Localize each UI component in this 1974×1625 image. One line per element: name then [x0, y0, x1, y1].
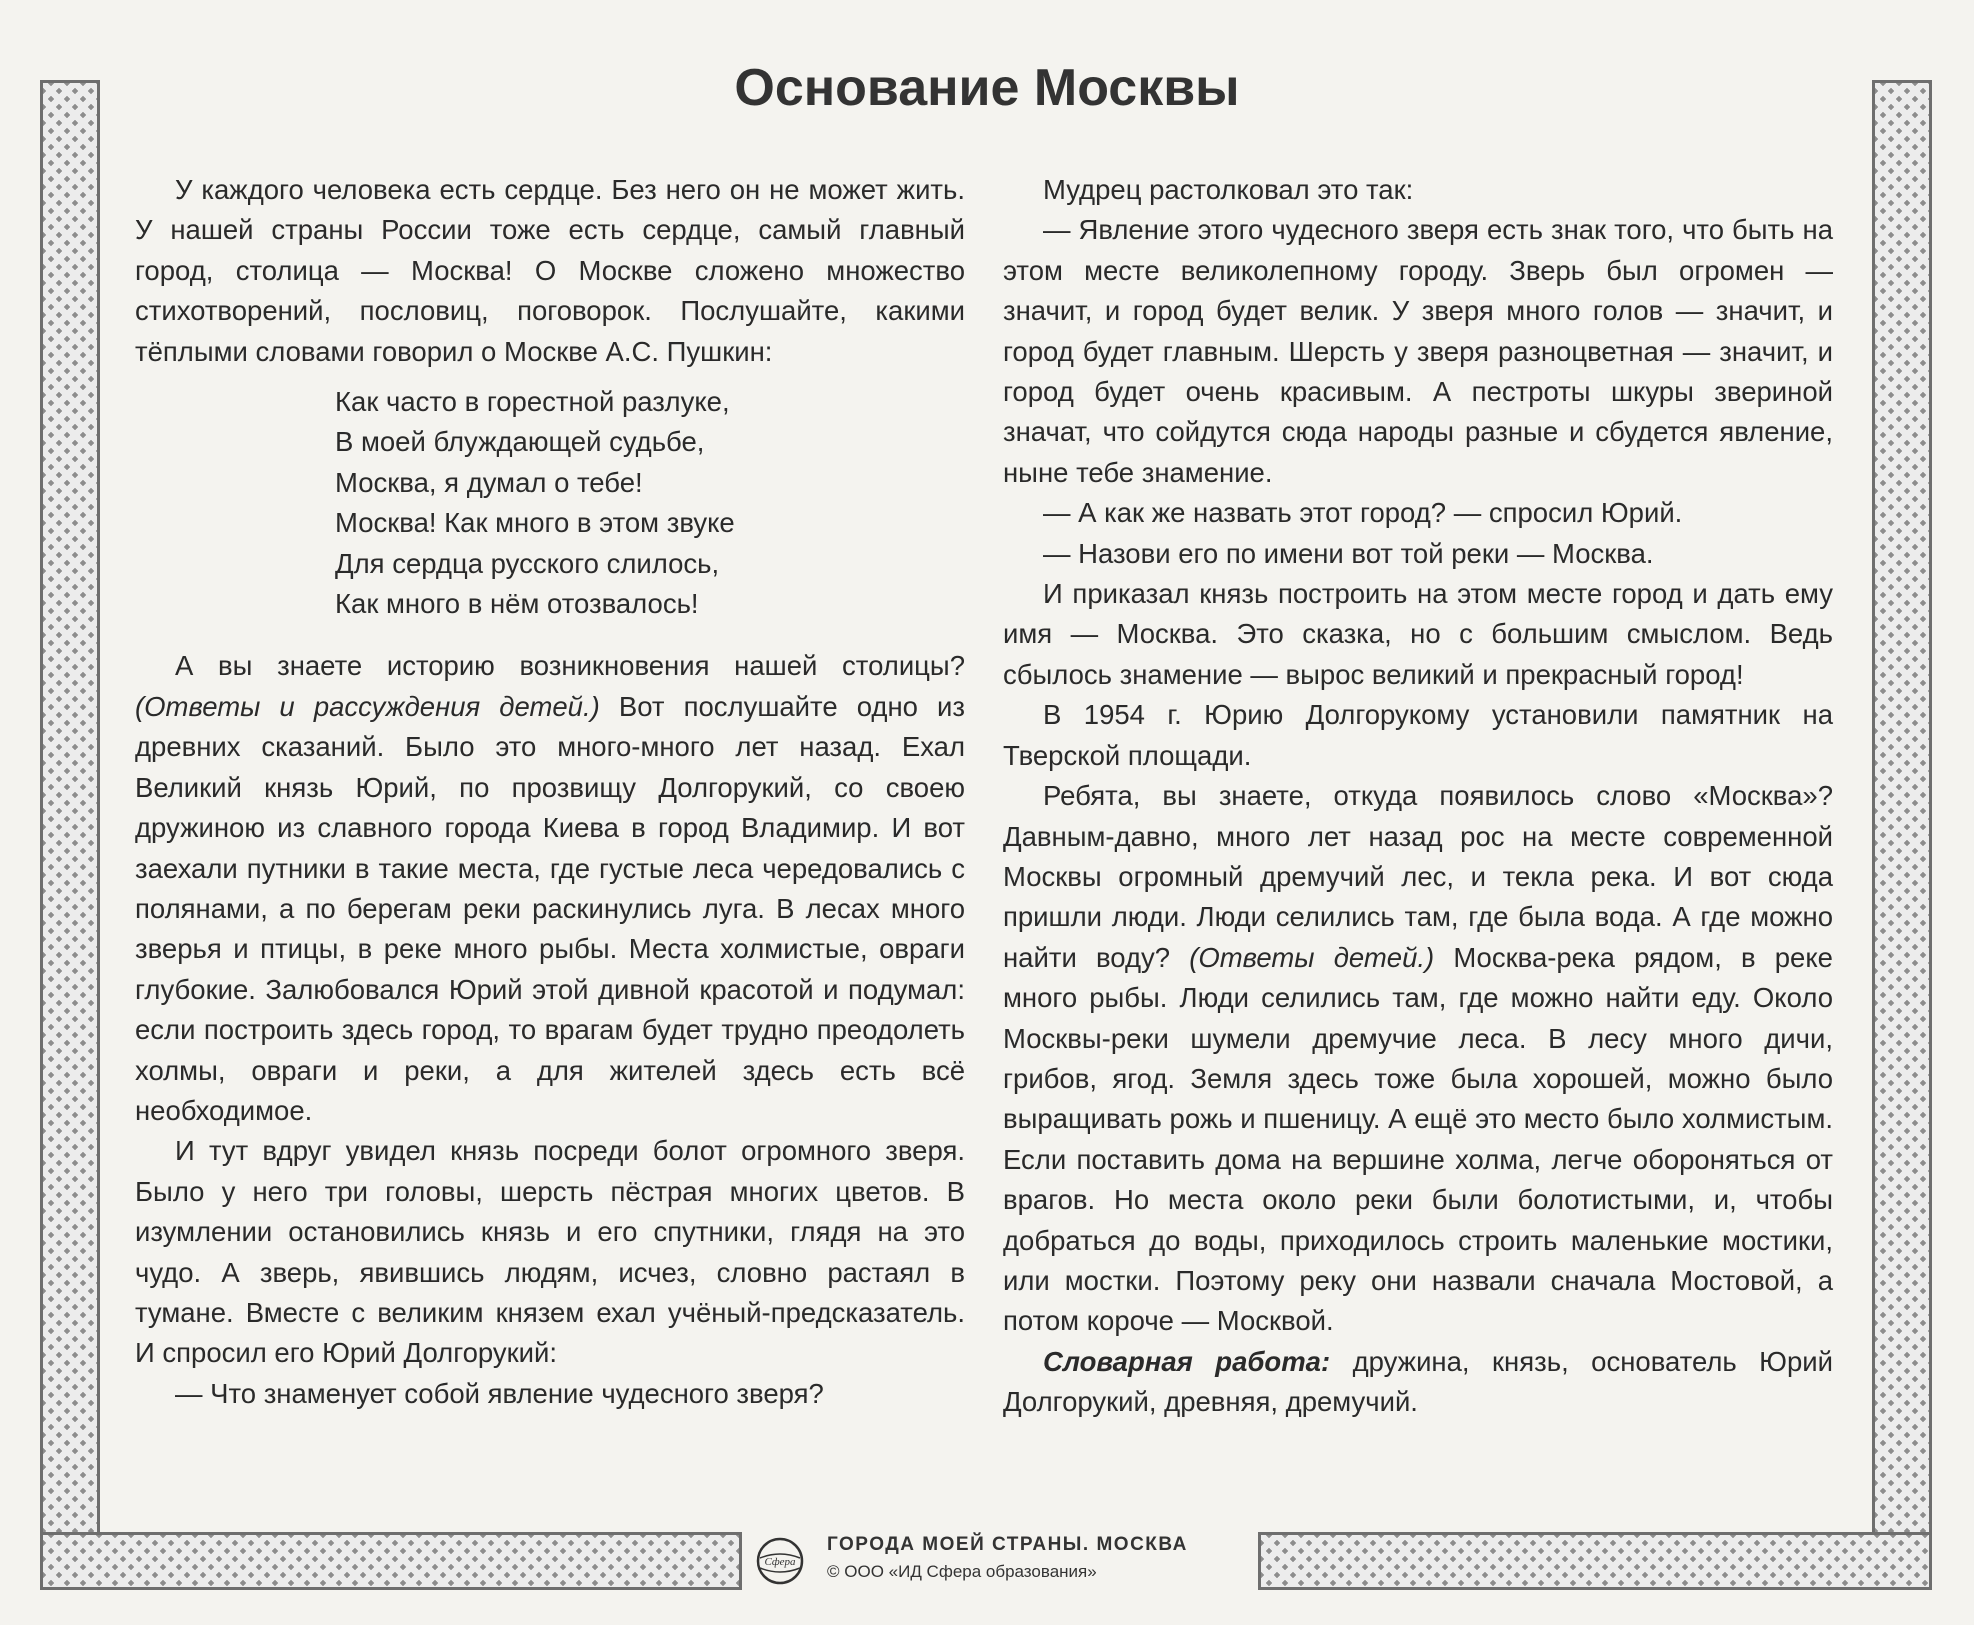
origin-text-end: Москва-река рядом, в реке много рыбы. Люди селились там, где можно найти еду. Около Москвы-реки шумели дремучие леса. В лесу много дичи, грибов, ягод. Земля здесь тоже была хорошей, можно было выращивать рожь и пшеницу. А ещё это место было холмистым. Если поставить дома на вершине холма, легче обороняться от врагов. Но места около реки были болотистыми, и, чтобы добраться до воды, приходилось строить маленькие мостики, или мостки. Поэтому реку они назвали сначала Мостовой, а потом короче — Москвой.	[1003, 941, 1833, 1337]
vocabulary-paragraph	[1003, 1342, 1833, 1423]
beast-paragraph: И тут вдруг увидел князь посреди болот огромного зверя. Было у него три головы, шерсть пёстрая многих цветов. В изумлении остановились князь и его спутники, глядя на это чудо. А зверь, явившись людям, исчез, словно растаял в тумане. Вместе с великим князем ехал учёный-предсказатель. И спросил его Юрий Долгорукий:	[135, 1135, 965, 1369]
poem-line: В моей блуждающей судьбе,	[335, 426, 705, 458]
vocabulary-words: дружина, князь, основатель Юрий Долгорукий, древняя, дремучий.	[1003, 1345, 1833, 1418]
intro-paragraph: У каждого человека есть сердце. Без него он не может жить. У нашей страны России тоже есть сердце, самый главный город, столица — Москва! О Москве сложено множество стихотворений, пословиц, поговорок. Послушайте, какими тёплыми словами говорил о Москве А.С. Пушкин:	[135, 174, 965, 367]
copyright: © ООО «ИД Сфера образования»	[827, 1562, 1097, 1581]
origin-text-start: Ребята, вы знаете, откуда появилось слово «Москва»? Давным-давно, много лет назад рос на месте современной Москвы огромный дремучий лес, и текла река. И вот сюда пришли люди. Люди селились там, где была вода. А где можно найти воду?	[1003, 780, 1833, 973]
question-paragraph: — Что знаменует собой явление чудесного зверя?	[175, 1377, 824, 1409]
footer	[755, 1528, 1255, 1592]
ornament-border-left	[40, 80, 100, 1590]
sfera-logo-icon	[755, 1536, 805, 1586]
monument-paragraph: В 1954 г. Юрию Долгорукому установили памятник на Тверской площади.	[1003, 699, 1833, 771]
legend-paragraph	[135, 646, 965, 1131]
page-title: Основание Москвы	[734, 59, 1240, 117]
poem-line: Как часто в горестной разлуке,	[335, 386, 730, 418]
right-column	[1003, 170, 1833, 1423]
legend-text-end: Вот послушайте одно из древних сказаний. Было это много-много лет назад. Ехал Великий князь Юрий, по прозвищу Долгорукий, со своею дружиною из славного города Киева в город Владимир. И вот заехали путники в такие места, где густые леса чередовались с полянами, а по берегам реки раскинулись луга. В лесах много зверья и птицы, в реке много рыбы. Места холмистые, овраги глубокие. Залюбовался Юрий этой дивной красотой и подумал: если построить здесь город, то врагам будет трудно преодолеть холмы, овраги и реки, а для жителей здесь есть всё необходимое.	[135, 690, 965, 1126]
founding-paragraph: И приказал князь построить на этом месте город и дать ему имя — Москва. Это сказка, но с большим смыслом. Ведь сбылось знамение — вырос великий и прекрасный город!	[1003, 578, 1833, 690]
poem-line: Для сердца русского слилось,	[335, 547, 720, 579]
sage-paragraph: Мудрец растолковал это так:	[1043, 174, 1414, 205]
legend-text-start: А вы знаете историю возникновения нашей столицы?	[175, 650, 965, 682]
naming-answer-paragraph: — Назови его по имени вот той реки — Москва.	[1043, 537, 1654, 569]
poem-line: Москва, я думал о тебе!	[335, 466, 643, 498]
origin-paragraph	[1003, 776, 1833, 1342]
series-title: ГОРОДА МОЕЙ СТРАНЫ. МОСКВА	[827, 1534, 1188, 1555]
ornament-border-bottom-left	[40, 1532, 742, 1590]
poem-line: Как много в нём отозвалось!	[335, 588, 699, 620]
children-answers-note-2: (Ответы детей.)	[1189, 941, 1435, 973]
poem-line: Москва! Как много в этом звуке	[335, 507, 735, 539]
pushkin-poem	[335, 382, 965, 624]
children-answers-note: (Ответы и рассуждения детей.)	[135, 690, 600, 722]
vocabulary-label: Словарная работа:	[1043, 1345, 1331, 1377]
naming-question-paragraph: — А как же назвать этот город? — спросил Юрий.	[1043, 497, 1683, 529]
logo-text: Сфера	[764, 1556, 796, 1568]
ornament-border-bottom-right	[1258, 1532, 1932, 1590]
prophecy-paragraph: — Явление этого чудесного зверя есть знак того, что быть на этом месте великолепному городу. Зверь был огромен — значит, и город будет велик. У зверя много голов — значит, и город будет главным. Шерсть у зверя разноцветная — значит, и город будет очень красивым. А пестроты шкуры звериной значат, что сойдутся сюда народы разные и сбудется явление, ныне тебе знамение.	[1003, 214, 1833, 488]
left-column	[135, 170, 965, 1414]
ornament-border-right	[1872, 80, 1932, 1590]
